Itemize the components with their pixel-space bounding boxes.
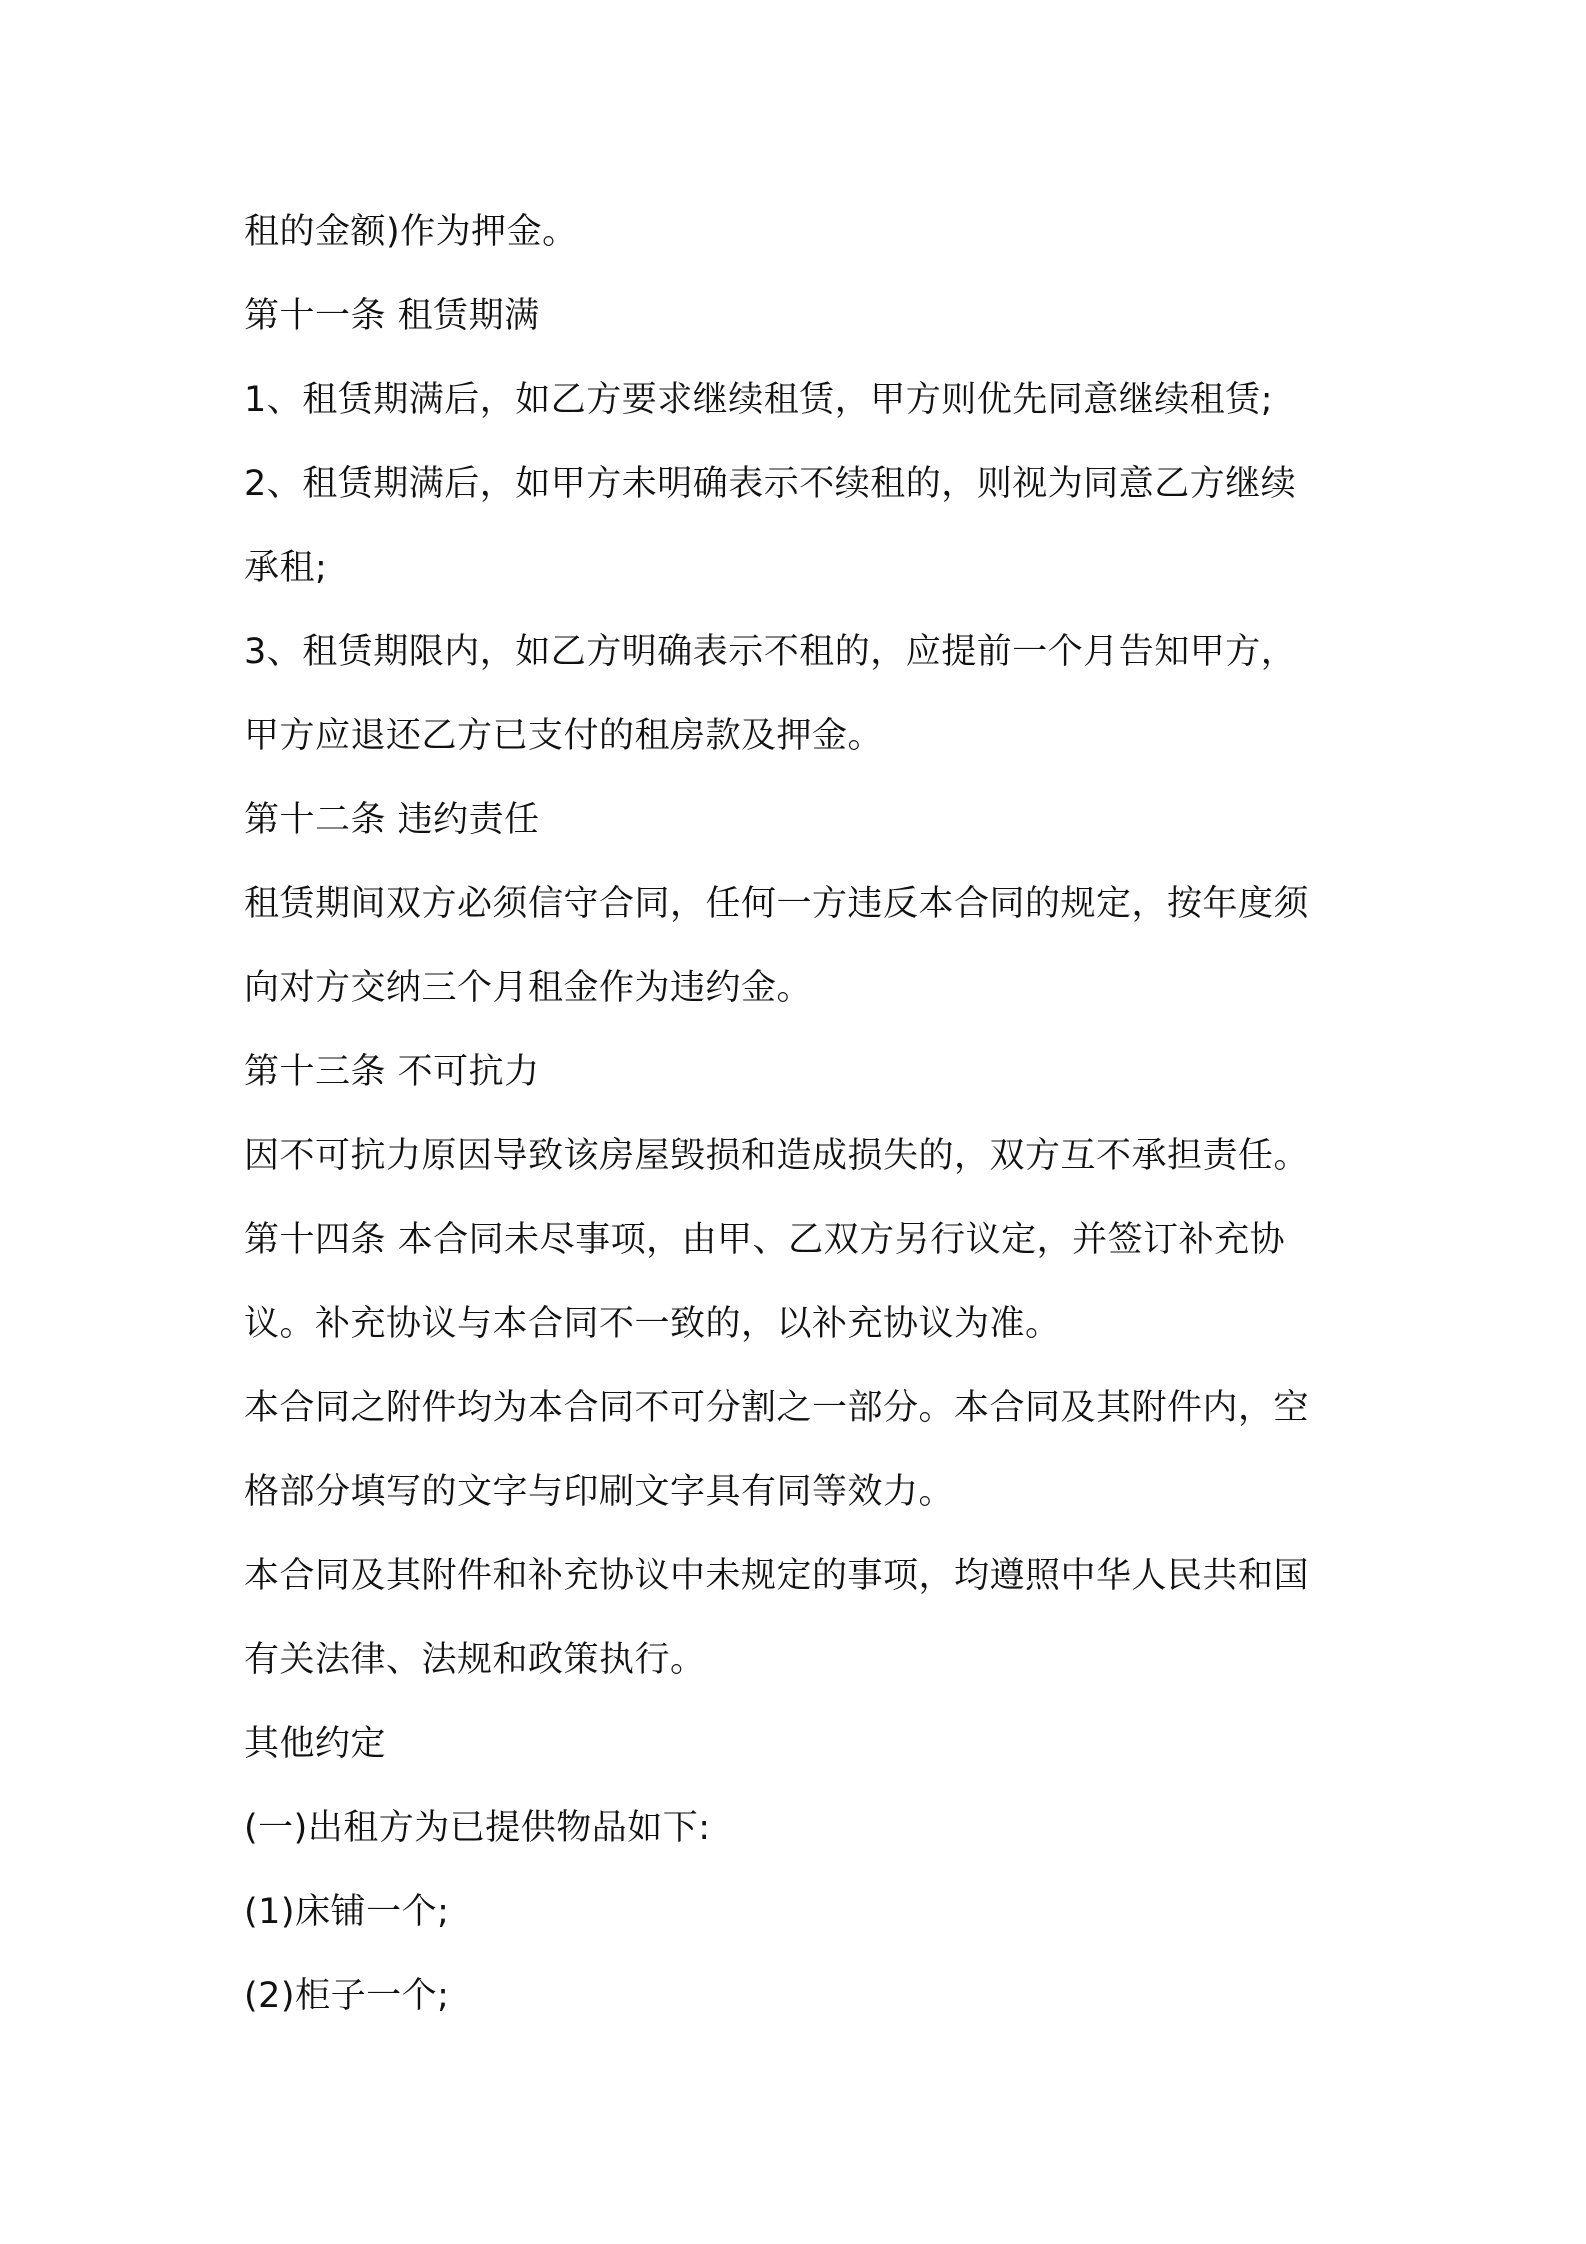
text-line: 本合同之附件均为本合同不可分割之一部分。本合同及其附件内，空: [244, 1388, 1310, 1428]
text-line: 1、租赁期满后，如乙方要求继续租赁，甲方则优先同意继续租赁;: [244, 380, 1274, 420]
text-line: 2、租赁期满后，如甲方未明确表示不续租的，则视为同意乙方继续: [244, 464, 1297, 504]
text-line: 租的金额)作为押金。: [244, 212, 578, 252]
text-line: 租赁期间双方必须信守合同，任何一方违反本合同的规定，按年度须: [244, 884, 1310, 924]
text-line: 第十四条 本合同未尽事项，由甲、乙双方另行议定，并签订补充协: [244, 1220, 1286, 1260]
text-line: 格部分填写的文字与印刷文字具有同等效力。: [244, 1472, 955, 1512]
article-heading: 第十二条 违约责任: [244, 800, 540, 840]
text-line: 向对方交纳三个月租金作为违约金。: [244, 968, 813, 1008]
list-item: (1)床铺一个;: [244, 1892, 450, 1932]
article-heading: 第十一条 租赁期满: [244, 296, 540, 336]
text-line: (一)出租方为已提供物品如下:: [244, 1808, 711, 1848]
text-line: 议。补充协议与本合同不一致的，以补充协议为准。: [244, 1304, 1061, 1344]
article-heading: 第十三条 不可抗力: [244, 1052, 540, 1092]
text-line: 承租;: [244, 548, 328, 588]
list-item: (2)柜子一个;: [244, 1976, 450, 2016]
text-line: 有关法律、法规和政策执行。: [244, 1640, 706, 1680]
text-line: 因不可抗力原因导致该房屋毁损和造成损失的，双方互不承担责任。: [244, 1136, 1310, 1176]
contract-text: [244, 190, 1364, 2038]
text-line: 本合同及其附件和补充协议中未规定的事项，均遵照中华人民共和国: [244, 1556, 1310, 1596]
section-heading: 其他约定: [244, 1724, 387, 1764]
text-line: 甲方应退还乙方已支付的租房款及押金。: [244, 716, 884, 756]
text-line: 3、租赁期限内，如乙方明确表示不租的，应提前一个月告知甲方，: [244, 632, 1297, 672]
